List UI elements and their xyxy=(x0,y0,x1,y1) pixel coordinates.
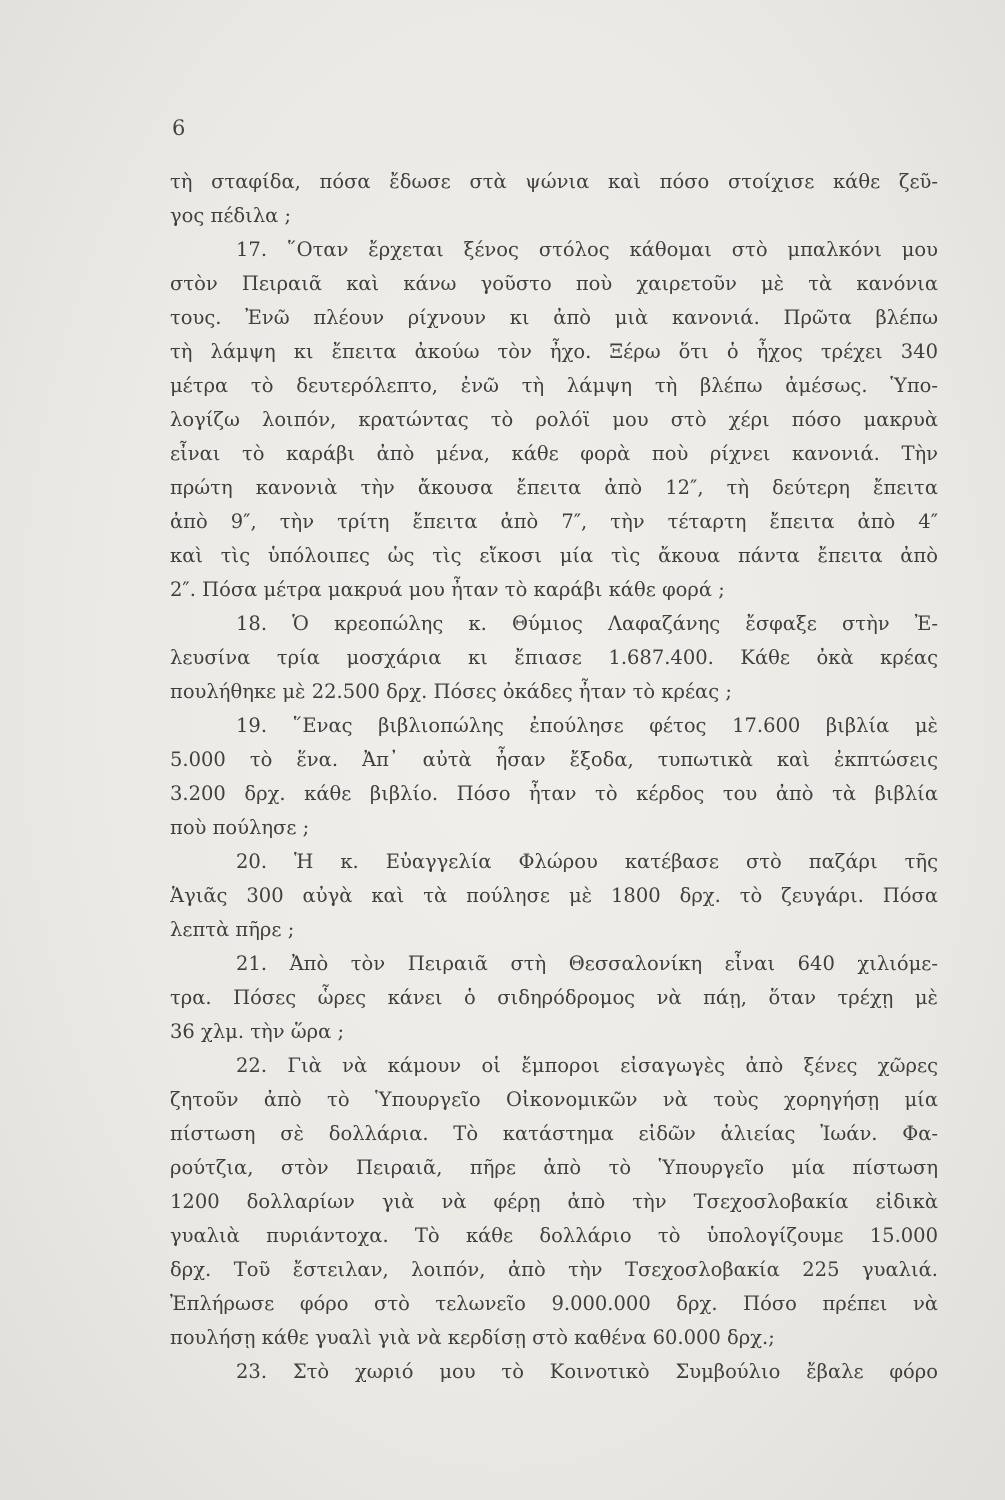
text-line: γος πέδιλα ; xyxy=(170,204,292,227)
text-line: ρούτζια, στὸν Πειραιᾶ, πῆρε ἀπὸ τὸ Ὑπουργεῖο μία πίστωση xyxy=(170,1156,938,1179)
text-line: 2″. Πόσα μέτρα μακρυά μου ἦταν τὸ καράβι κάθε φορά ; xyxy=(170,578,725,601)
text-line: ποὺ πούλησε ; xyxy=(170,816,310,839)
text-line: Ἐπλήρωσε φόρο στὸ τελωνεῖο 9.000.000 δρχ. Πόσο πρέπει νὰ xyxy=(170,1292,938,1315)
page-text xyxy=(170,165,938,1389)
text-line: 23. Στὸ χωριό μου τὸ Κοινοτικὸ Συμβούλιο ἔβαλε φόρο xyxy=(236,1360,938,1383)
text-line: 18. Ὁ κρεοπώλης κ. Θύμιος Λαφαζάνης ἔσφαξε στὴν Ἐ- xyxy=(236,612,938,635)
text-line: Ἁγιᾶς 300 αὐγὰ καὶ τὰ πούλησε μὲ 1800 δρχ. τὸ ζευγάρι. Πόσα xyxy=(170,884,938,907)
text-line: καὶ τὶς ὑπόλοιπες ὡς τὶς εἴκοσι μία τὶς ἄκουα πάντα ἔπειτα ἀπὸ xyxy=(170,544,938,567)
text-line: στὸν Πειραιᾶ καὶ κάνω γοῦστο ποὺ χαιρετοῦν μὲ τὰ κανόνια xyxy=(170,272,938,295)
text-line: 36 χλμ. τὴν ὥρα ; xyxy=(170,1020,345,1043)
text-line: 3.200 δρχ. κάθε βιβλίο. Πόσο ἦταν τὸ κέρδος του ἀπὸ τὰ βιβλία xyxy=(170,782,938,805)
text-line: λεπτὰ πῆρε ; xyxy=(170,918,295,941)
text-line: λογίζω λοιπόν, κρατώντας τὸ ρολόϊ μου στὸ χέρι πόσο μακρυὰ xyxy=(170,408,938,431)
text-line: μέτρα τὸ δευτερόλεπτο, ἐνῶ τὴ λάμψη τὴ βλέπω ἀμέσως. Ὑπο- xyxy=(170,374,938,397)
text-line: 1200 δολλαρίων γιὰ νὰ φέρῃ ἀπὸ τὴν Τσεχοσλοβακία εἰδικὰ xyxy=(170,1190,938,1213)
text-line: γυαλιὰ πυριάντοχα. Τὸ κάθε δολλάριο τὸ ὑπολογίζουμε 15.000 xyxy=(170,1224,938,1247)
page-number: 6 xyxy=(172,116,186,140)
text-line: 5.000 τὸ ἕνα. Ἀπ᾽ αὐτὰ ἦσαν ἔξοδα, τυπωτικὰ καὶ ἐκπτώσεις xyxy=(170,748,938,771)
text-line: τρα. Πόσες ὧρες κάνει ὁ σιδηρόδρομος νὰ πάῃ, ὅταν τρέχῃ μὲ xyxy=(170,986,938,1009)
text-line: τὴ σταφίδα, πόσα ἔδωσε στὰ ψώνια καὶ πόσο στοίχισε κάθε ζεῦ- xyxy=(170,170,938,193)
text-line: πίστωση σὲ δολλάρια. Τὸ κατάστημα εἰδῶν ἁλιείας Ἰωάν. Φα- xyxy=(170,1122,938,1145)
text-line: 20. Ἡ κ. Εὐαγγελία Φλώρου κατέβασε στὸ παζάρι τῆς xyxy=(236,850,938,873)
text-line: πουλήσῃ κάθε γυαλὶ γιὰ νὰ κερδίσῃ στὸ καθένα 60.000 δρχ.; xyxy=(170,1326,775,1349)
text-line: 17. ῞Οταν ἔρχεται ξένος στόλος κάθομαι στὸ μπαλκόνι μου xyxy=(236,238,938,261)
text-line: πουλήθηκε μὲ 22.500 δρχ. Πόσες ὀκάδες ἦταν τὸ κρέας ; xyxy=(170,680,732,703)
text-line: 21. Ἀπὸ τὸν Πειραιᾶ στὴ Θεσσαλονίκη εἶναι 640 χιλιόμε- xyxy=(236,952,938,975)
text-line: λευσίνα τρία μοσχάρια κι ἔπιασε 1.687.400. Κάθε ὀκὰ κρέας xyxy=(170,646,938,669)
text-line: 19. ῞Ενας βιβλιοπώλης ἐπούλησε φέτος 17.600 βιβλία μὲ xyxy=(236,714,938,737)
text-line: ἀπὸ 9″, τὴν τρίτη ἔπειτα ἀπὸ 7″, τὴν τέταρτη ἔπειτα ἀπὸ 4″ xyxy=(170,510,938,533)
text-line: δρχ. Τοῦ ἔστειλαν, λοιπόν, ἀπὸ τὴν Τσεχοσλοβακία 225 γυαλιά. xyxy=(170,1258,938,1281)
text-line: τὴ λάμψη κι ἔπειτα ἀκούω τὸν ἦχο. Ξέρω ὅτι ὁ ἦχος τρέχει 340 xyxy=(170,340,938,363)
text-line: ζητοῦν ἀπὸ τὸ Ὑπουργεῖο Οἰκονομικῶν νὰ τοὺς χορηγήσῃ μία xyxy=(170,1088,938,1111)
text-line: πρώτη κανονιὰ τὴν ἄκουσα ἔπειτα ἀπὸ 12″, τὴ δεύτερη ἔπειτα xyxy=(170,476,938,499)
text-line: εἶναι τὸ καράβι ἀπὸ μένα, κάθε φορὰ ποὺ ρίχνει κανονιά. Τὴν xyxy=(170,442,938,465)
text-line: 22. Γιὰ νὰ κάμουν οἱ ἔμποροι εἰσαγωγὲς ἀπὸ ξένες χῶρες xyxy=(236,1054,938,1077)
text-line: τους. Ἐνῶ πλέουν ρίχνουν κι ἀπὸ μιὰ κανονιά. Πρῶτα βλέπω xyxy=(170,306,938,329)
